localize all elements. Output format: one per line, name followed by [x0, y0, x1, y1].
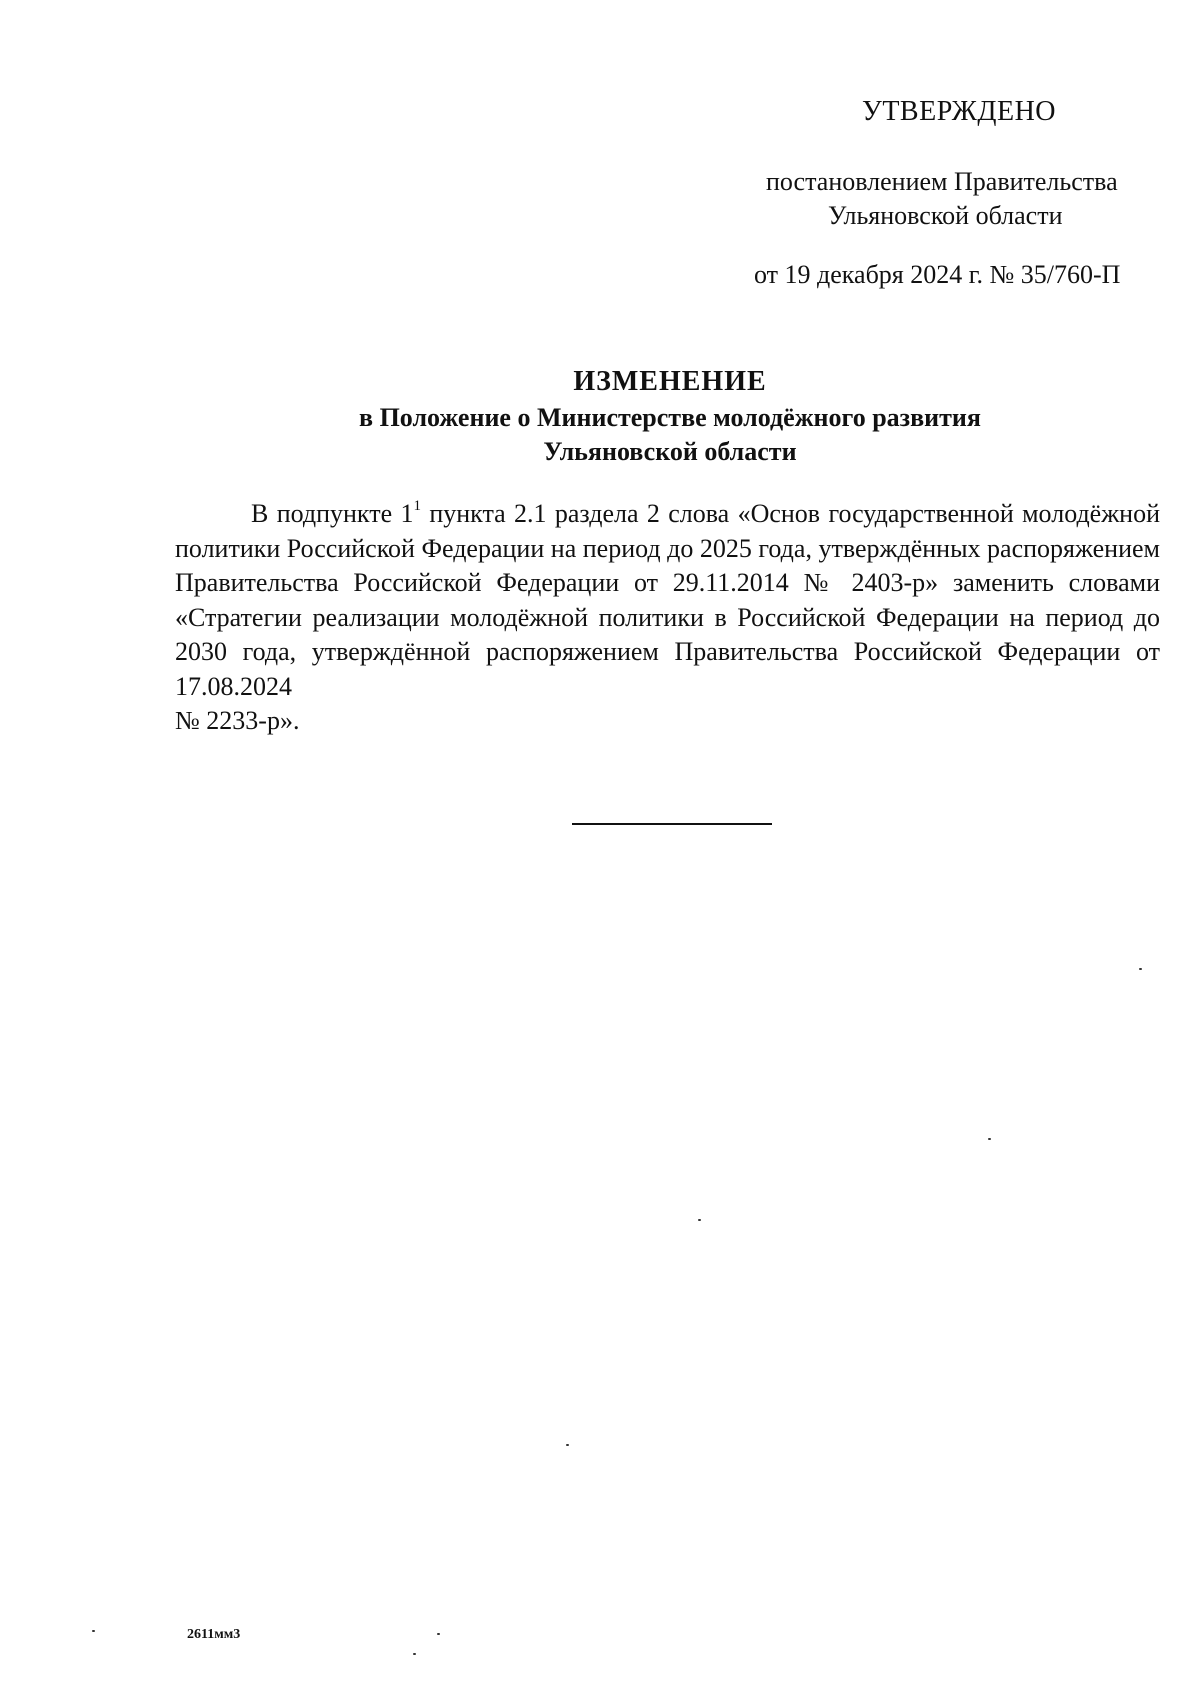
paragraph-intro: В подпункте 1 [251, 499, 414, 528]
paragraph-last-line: № 2233-р». [175, 706, 300, 735]
footer-document-code: 2611мм3 [187, 1627, 241, 1642]
superscript-index: 1 [413, 498, 421, 514]
amendment-paragraph-text [175, 497, 1160, 704]
document-title: ИЗМЕНЕНИЕ [573, 366, 767, 397]
scan-speck [92, 1630, 95, 1632]
approval-date-number: от 19 декабря 2024 г. № 35/760-П [754, 260, 1121, 289]
scan-speck [698, 1219, 701, 1221]
approval-issuer-line: постановлением Правительства [766, 167, 1118, 196]
end-separator-line [572, 823, 772, 825]
scan-speck [1139, 968, 1142, 970]
scan-speck [413, 1653, 416, 1655]
scan-speck [566, 1444, 569, 1446]
approval-region-line: Ульяновской области [828, 201, 1063, 230]
scan-speck [988, 1138, 991, 1140]
scan-speck [437, 1633, 440, 1635]
approval-title: УТВЕРЖДЕНО [862, 96, 1057, 127]
amendment-paragraph [175, 497, 1160, 739]
document-subtitle: в Положение о Министерстве молодёжного развития [359, 403, 981, 432]
document-subtitle-region: Ульяновской области [543, 437, 797, 466]
paragraph-main: пункта 2.1 раздела 2 слова «Основ государственной молодёжной политики Российской Федерации на период до 2025 года, утверждённых распоряжением Правительства Российской Федерации от 29.11.2014 № 2403-р» заменить словами «Стратегии реализации молодёжной политики в Российской Федерации на период до 2030 года, утверждённой распоряжением Правительства Российской Федерации от 17.08.2024 [175, 499, 1161, 701]
